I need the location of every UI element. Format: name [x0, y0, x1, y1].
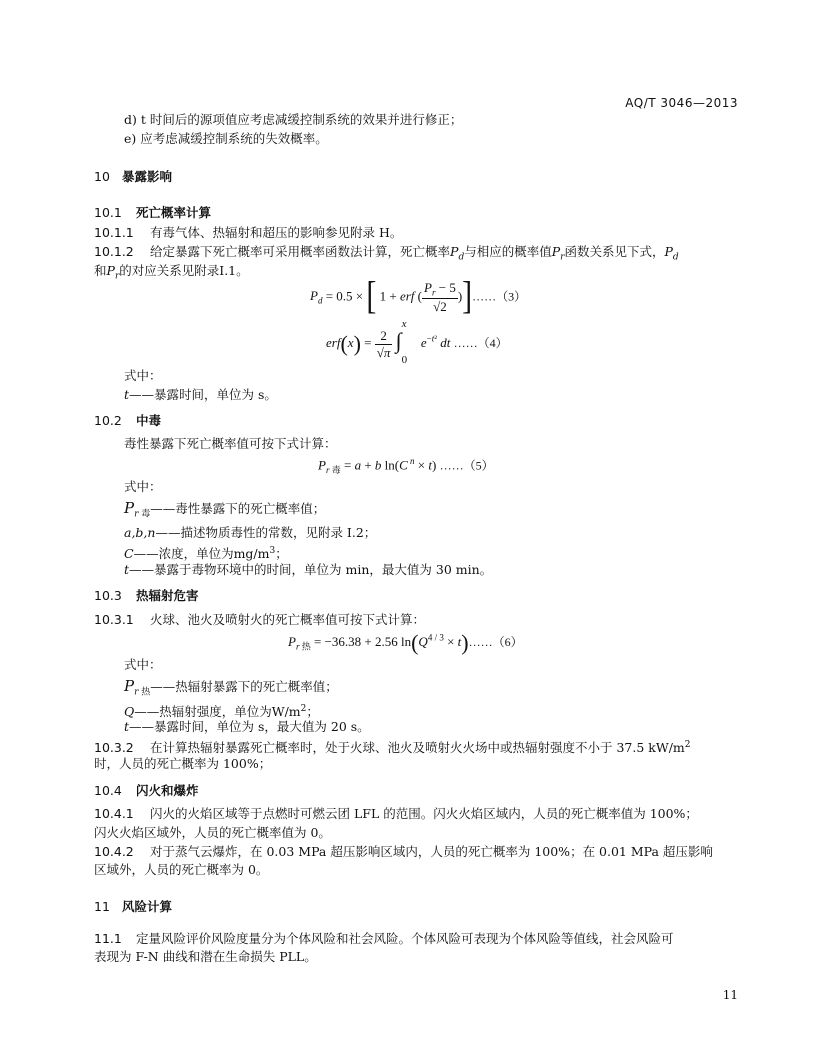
- clause-text: 闪火的火焰区域等于点燃时可燃云团 LFL 的范围。闪火火焰区域内，人员的死亡概率值为 100%；: [150, 806, 698, 821]
- clause-10-1-1: [94, 225, 402, 241]
- variable-definition-t-toxic: t——暴露于毒物环境中的时间，单位为 min，最大值为 30 min。: [124, 562, 493, 577]
- section-number: 10.4: [94, 783, 122, 798]
- clause-10-4-1: [94, 806, 698, 822]
- clause-10-4-2-cont: 区域外，人员的死亡概率为 0。: [94, 862, 269, 877]
- definition-text: ——热辐射强度，单位为W/m: [134, 704, 301, 720]
- clause-10-3-1: [94, 612, 425, 628]
- clause-number: 10.1.1: [94, 225, 134, 240]
- definition-text: ；: [275, 546, 288, 562]
- clause-10-3-2: [94, 737, 691, 756]
- variable-definition-t-heat: t——暴露时间，单位为 s，最大值为 20 s。: [124, 719, 370, 734]
- section-title: 闪火和爆炸: [136, 783, 199, 798]
- clause-text: 和: [94, 263, 107, 278]
- clause-text: 函数关系见下式，: [564, 244, 665, 259]
- clause-11-1: [94, 931, 674, 947]
- clause-10-4-1-cont: 闪火火焰区域外，人员的死亡概率值为 0。: [94, 825, 331, 840]
- section-title: 中毒: [136, 413, 162, 428]
- where-label-10-1: 式中：: [124, 368, 162, 383]
- section-number: 10.2: [94, 413, 122, 428]
- definition-text: ——描述物质毒性的常数，见附录 I.2；: [155, 525, 377, 540]
- clause-number: 10.4.1: [94, 806, 134, 821]
- section-heading-10-1: [94, 203, 211, 221]
- clause-text: 的对应关系见附录I.1。: [119, 263, 249, 278]
- equation-3: $P_d = 0.5$ × [ 1 + erf ( $\frac{P_r - 5}{√2}$ )]……（3）: [310, 275, 527, 319]
- clause-number: 10.3.1: [94, 612, 134, 627]
- clause-number: 10.1.2: [94, 244, 134, 259]
- document-code: AQ/T 3046—2013: [625, 96, 738, 110]
- variable-definition-c: C——浓度，单位为$mg/m^3$；: [124, 546, 288, 562]
- definition-text: ——暴露时间，单位为 s，最大值为 20 s。: [129, 719, 370, 734]
- clause-text: 定量风险评价风险度量分为个体风险和社会风险。个体风险可表现为个体风险等值线，社会风险可: [136, 931, 674, 946]
- section-title: 热辐射危害: [136, 588, 199, 603]
- equation-4: erf(x) = $\frac{2}{√\pi}$ x ∫ 0 $e^{-t^2}$ dt ……（4）: [326, 318, 508, 366]
- section-number: 10.3: [94, 588, 122, 603]
- equation-6: $P_{r 热} = -36.38 + 2.56$ $\ln(Q^{4 / 3}$ × t)……（6）: [288, 630, 523, 655]
- list-item-e: e) 应考虑减缓控制系统的失效概率。: [124, 131, 328, 146]
- unit-exponent: 3: [269, 546, 276, 556]
- where-label-10-2: 式中：: [124, 479, 162, 494]
- section-heading-11: [94, 897, 172, 915]
- section-heading-10-4: [94, 781, 199, 799]
- clause-text: 与相应的概率值: [464, 244, 552, 259]
- definition-text: ——热辐射暴露下的死亡概率值；: [150, 679, 338, 694]
- clause-10-1-2: 10.1.2 给定暴露下死亡概率可采用概率函数法计算，死亡概率$P_d$与相应的概率值$P_r$函数关系见下式，$P_d$: [94, 244, 679, 263]
- paragraph-10-2-intro: 毒性暴露下死亡概率值可按下式计算：: [124, 436, 337, 451]
- section-number: 11: [94, 899, 110, 914]
- definition-text: ——暴露于毒物环境中的时间，单位为 min，最大值为 30 min。: [129, 562, 493, 577]
- variable-definition-abn: a,b,n——描述物质毒性的常数，见附录 I.2；: [124, 525, 377, 540]
- equation-number: ……（6）: [468, 634, 523, 649]
- section-title: 风险计算: [122, 899, 173, 914]
- clause-number: 11.1: [94, 931, 122, 946]
- clause-10-4-2: [94, 844, 713, 860]
- section-heading-10: [94, 167, 172, 185]
- clause-text: 对于蒸气云爆炸，在 0.03 MPa 超压影响区域内，人员的死亡概率为 100%；在 0.01 MPa 超压影响: [150, 844, 713, 859]
- definition-text: ；: [306, 704, 319, 720]
- variable-definition-t: t——暴露时间，单位为 s。: [124, 387, 277, 402]
- section-number: 10: [94, 169, 110, 184]
- definition-text: ——暴露时间，单位为 s。: [129, 387, 277, 402]
- unit-exponent: 2: [684, 740, 691, 750]
- equation-number: ……（5）: [439, 458, 494, 473]
- variable-definition-q: Q——热辐射强度，单位为$W/m^2$；: [124, 704, 319, 720]
- clause-number: 10.3.2: [94, 740, 134, 756]
- clause-text: 在计算热辐射暴露死亡概率时，处于火球、池火及喷射火火场中或热辐射强度不小于 37.5 kW/m: [150, 740, 685, 756]
- clause-text: 有毒气体、热辐射和超压的影响参见附录 H。: [150, 225, 403, 240]
- clause-11-1-cont: 表现为 F-N 曲线和潜在生命损失 PLL。: [94, 949, 317, 964]
- section-heading-10-2: [94, 411, 161, 429]
- variable-definition-pr-heat: $P_{r 热}——$热辐射暴露下的死亡概率值；: [124, 677, 338, 698]
- list-item-d: d) t 时间后的源项值应考虑减缓控制系统的效果并进行修正；: [124, 112, 463, 127]
- clause-text: 火球、池火及喷射火的死亡概率值可按下式计算：: [150, 612, 426, 627]
- section-title: 暴露影响: [122, 169, 173, 184]
- equation-5: $P_{r 毒} = a + b$ ln(C $^n$ × t) ……（5）: [318, 456, 494, 475]
- definition-text: ——毒性暴露下的死亡概率值；: [150, 501, 326, 516]
- equation-number: ……（3）: [472, 289, 527, 304]
- definition-text: ——浓度，单位为mg/m: [133, 546, 270, 562]
- unit-exponent: 2: [300, 704, 307, 714]
- where-label-10-3: 式中：: [124, 657, 162, 672]
- section-title: 死亡概率计算: [136, 205, 212, 220]
- section-number: 10.1: [94, 205, 122, 220]
- clause-10-3-2-cont: 时，人员的死亡概率为 100%；: [94, 756, 272, 771]
- clause-10-1-2-cont: 和$P_r$的对应关系见附录I.1。: [94, 263, 249, 282]
- variable-definition-pr-toxic: $P_{r 毒}——$毒性暴露下的死亡概率值；: [124, 499, 326, 520]
- section-heading-10-3: [94, 586, 199, 604]
- clause-text: 给定暴露下死亡概率可采用概率函数法计算，死亡概率: [150, 244, 451, 259]
- equation-number: ……（4）: [453, 335, 508, 350]
- clause-number: 10.4.2: [94, 844, 134, 859]
- page-number: 11: [722, 988, 738, 1002]
